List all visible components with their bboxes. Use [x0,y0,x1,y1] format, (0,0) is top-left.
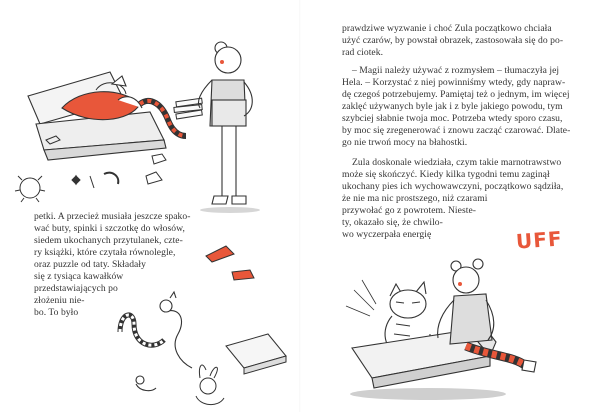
text-line: go nie trwoń mocy na błahostki. [342,137,468,148]
text-line: – Magii należy używać z rozmysłem – tłumaczyła jej [352,65,560,76]
text-line: przedstawiających po [34,283,118,294]
text-line: dę czegoś potrzebujemy. Pamiętaj też o jednym, im więcej [342,89,570,100]
text-line: Hela. – Korzystać z niej powinniśmy wtedy, gdy napraw- [342,77,566,88]
red-shoes-illustration [206,246,254,280]
text-line: rad ciotek. [342,47,384,58]
text-line: petki. A przecież musiała jeszcze spako- [34,211,191,222]
text-line: bo. To było [34,307,79,318]
text-line: wo wyczerpała energię [342,229,432,240]
uff-exclamation: UFF [515,226,564,254]
book-floor-illustration [226,334,286,374]
text-line: szybciej słabnie twoja moc. Potrzeba wtedy sporo czasu, [342,113,563,124]
text-line: wać buty, spinki i szczotkę do włosów, [34,223,185,234]
text-line: oraz puzzle od taty. Składały [34,259,146,270]
text-line: złożeniu nie- [34,295,85,306]
text-line: ty, okazało się, że chwilo- [342,217,443,228]
text-line: ry książki, które czytała równolegle, [34,247,176,258]
girl-standing-illustration [199,42,261,213]
text-line: zaklęć używanych byle jak i z byle jakiego powodu, tym [342,101,563,112]
text-line: może się skończyć. Kiedy kilka tygodni temu zaginął [342,169,550,180]
right-page-illustration [300,0,600,412]
text-line: ukochany pies ich wychowawczyni, początkowo sądziła, [342,181,564,192]
text-line: że nie ma nic prostszego, niż czarami [342,193,488,204]
text-line: przywołać go z powrotem. Nieste- [342,205,477,216]
lizard-illustration [120,292,192,391]
text-line: prawdziwe wyzwanie i choć Zula początkowo chciała [342,23,552,34]
text-line: użyć czarów, by powstał obrazek, zastosowała się do po- [342,35,564,46]
right-page [300,0,600,412]
bunny-illustration [196,365,224,405]
text-line: Zula doskonale wiedziała, czym takie marnotrawstwo [352,157,562,168]
text-line: się z tysiąca kawałków [34,271,124,282]
text-line: siedem ukochanych przytulanek, czte- [34,235,183,246]
open-suitcase-illustration [28,72,186,160]
text-line: by moc się zregenerować i znowu zacząć czarować. Dlate- [342,125,571,136]
